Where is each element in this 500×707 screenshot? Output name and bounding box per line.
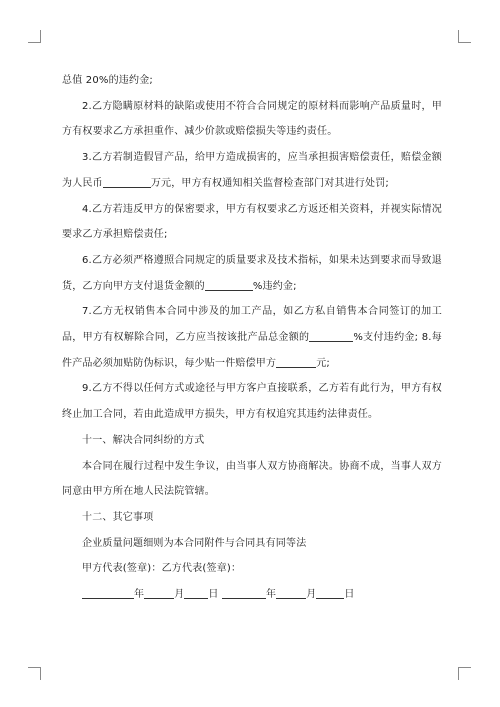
date-month-label: 月 bbox=[306, 589, 317, 601]
paragraph-penalty-total: 总值 20%的违约金; bbox=[62, 75, 153, 86]
page-corner-mark-bottom-left bbox=[28, 667, 41, 680]
paragraph-clause-9: 9.乙方不得以任何方式或途径与甲方客户直接联系，乙方若有此行为，甲方有权终止加工合同，若由此造成甲方损失，甲方有权追究其违约法律责任。 bbox=[62, 383, 442, 421]
blank-amount-field[interactable] bbox=[103, 176, 151, 188]
blank-party-a-year[interactable] bbox=[82, 587, 134, 599]
signature-line: 甲方代表(签章)：乙方代表(签章)： bbox=[82, 563, 242, 575]
clause-3-text-a: 3.乙方若制造假冒产品，给甲方造成损害的，应当承担损害赔偿责任，赔偿金额为人民币 bbox=[62, 152, 442, 189]
blank-party-b-year[interactable] bbox=[222, 587, 266, 599]
paragraph-clause-7-8 bbox=[62, 299, 442, 376]
section-heading-11: 十一、解决合同纠纷的方式 bbox=[82, 434, 205, 446]
page-corner-mark-top-left bbox=[28, 30, 41, 43]
signature-date-line bbox=[62, 582, 442, 608]
date-year-label: 年 bbox=[266, 589, 277, 601]
clause-7-text-a: 7.乙方无权销售本合同中涉及的加工产品，如乙方私自销售本合同签订的加工品，甲方有权解除合同，乙方应当按该批产品总金额的 bbox=[62, 306, 442, 344]
blank-party-b-day[interactable] bbox=[316, 587, 344, 599]
section-heading-12: 十二、其它事项 bbox=[82, 511, 154, 523]
date-year-label: 年 bbox=[134, 589, 145, 601]
paragraph-clause-4: 4.乙方若违反甲方的保密要求，甲方有权要求乙方返还相关资料，并视实际情况要求乙方承担赔偿责任; bbox=[62, 203, 442, 241]
document-body bbox=[62, 68, 442, 608]
paragraph-clause-3 bbox=[62, 145, 442, 196]
paragraph-dispute-resolution: 本合同在履行过程中发生争议，由当事人双方协商解决。协商不成，当事人双方同意由甲方所在地人民法院管辖。 bbox=[62, 460, 442, 498]
paragraph-other-matters: 企业质量问题细则为本合同附件与合同具有同等法 bbox=[82, 537, 307, 549]
clause-6-text-b: %违约金; bbox=[252, 280, 297, 292]
date-day-label: 日 bbox=[208, 589, 219, 601]
page-corner-mark-bottom-right bbox=[458, 667, 471, 680]
blank-party-b-month[interactable] bbox=[276, 587, 306, 599]
clause-7-text-c: 元; bbox=[316, 357, 330, 369]
date-month-label: 月 bbox=[174, 589, 185, 601]
blank-party-a-day[interactable] bbox=[184, 587, 208, 599]
blank-sales-percent-field[interactable] bbox=[309, 330, 353, 342]
page-corner-mark-top-right bbox=[458, 30, 471, 43]
blank-party-a-month[interactable] bbox=[144, 587, 174, 599]
clause-3-text-b: 万元，甲方有权通知相关监督检查部门对其进行处罚; bbox=[150, 177, 389, 189]
date-day-label: 日 bbox=[344, 589, 355, 601]
blank-label-penalty-field[interactable] bbox=[276, 356, 316, 368]
paragraph-clause-6 bbox=[62, 248, 442, 299]
clause-7-text-b: %支付违约金; 8.每件产品必须加贴防伪标识，每少贴一件赔偿甲方 bbox=[62, 332, 442, 369]
clause-6-text-a: 6.乙方必须严格遵照合同规定的质量要求及技术指标，如果未达到要求而导致退货，乙方向甲方支付退货金额的 bbox=[62, 254, 442, 292]
blank-return-percent-field[interactable] bbox=[205, 279, 253, 291]
paragraph-clause-2: 2.乙方隐瞒原材料的缺陷或使用不符合合同规定的原材料而影响产品质量时，甲方有权要求乙方承担重作、减少价款或赔偿损失等违约责任。 bbox=[62, 100, 442, 138]
